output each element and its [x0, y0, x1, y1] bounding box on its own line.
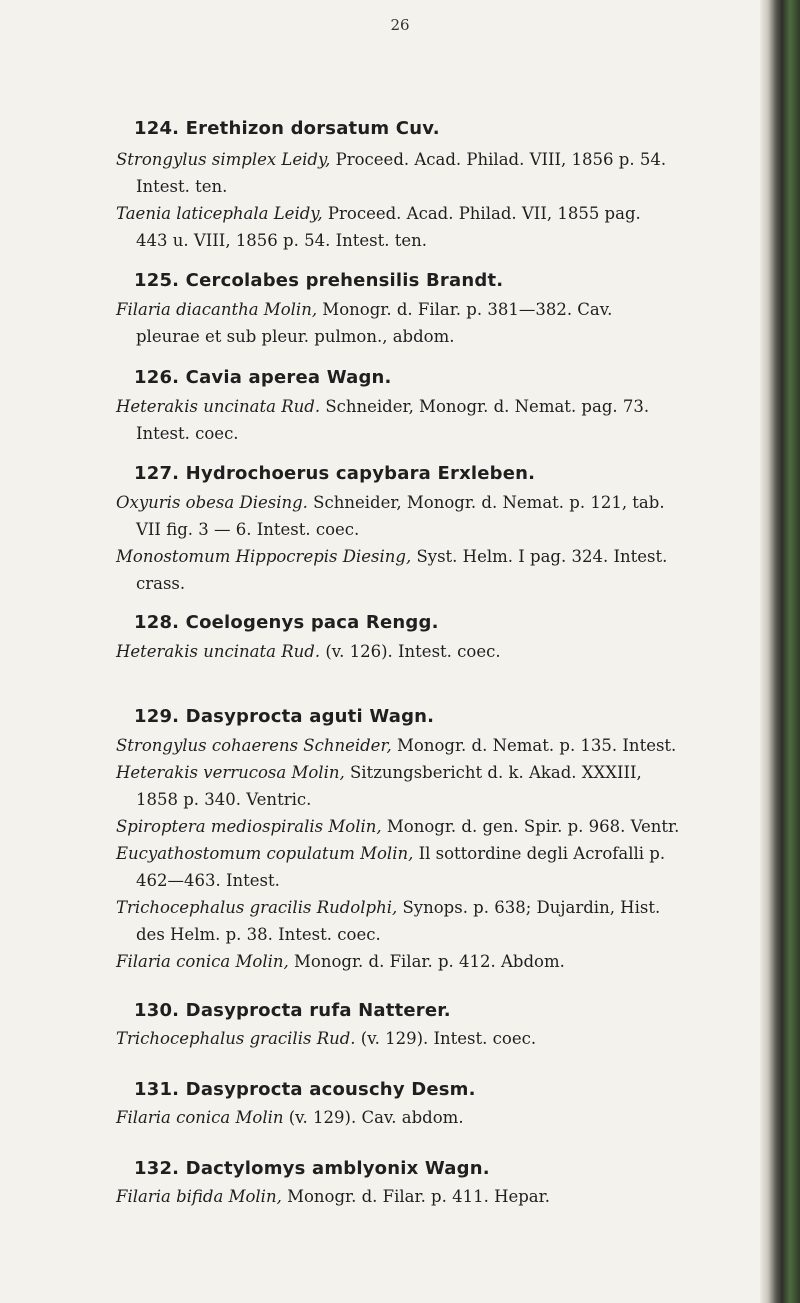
- citation-continued: Intest. ten.: [136, 177, 228, 196]
- citation: Schneider, Monogr. d. Nemat. pag. 73.: [320, 397, 650, 416]
- citation-continued: pleurae et sub pleur. pulmon., abdom.: [136, 327, 455, 346]
- section-heading-126: 126. Cavia aperea Wagn.: [134, 367, 392, 388]
- species-name: Filaria conica Molin,: [116, 952, 289, 971]
- entry: [116, 813, 762, 840]
- species-name: Strongylus simplex Leidy,: [116, 150, 331, 169]
- entry: [116, 296, 762, 350]
- species-name: Taenia laticephala Leidy,: [116, 204, 323, 223]
- section-heading-131: 131. Dasyprocta acouschy Desm.: [134, 1079, 476, 1100]
- citation: (v. 129). Cav. abdom.: [283, 1108, 464, 1127]
- citation: Schneider, Monogr. d. Nemat. p. 121, tab.: [307, 493, 665, 512]
- citation-continued: des Helm. p. 38. Intest. coec.: [136, 925, 381, 944]
- species-name: Trichocephalus gracilis Rudolphi,: [116, 898, 398, 917]
- citation-continued: 462—463. Intest.: [136, 871, 280, 890]
- entry: [116, 759, 762, 813]
- citation: Il sottordine degli Acrofalli p.: [413, 844, 666, 863]
- book-binding-edge: [760, 0, 800, 1303]
- entry: [116, 948, 762, 975]
- species-name: Filaria bifida Molin,: [116, 1187, 282, 1206]
- species-name: Spiroptera mediospiralis Molin,: [116, 817, 382, 836]
- section-heading-130: 130. Dasyprocta rufa Natterer.: [134, 1000, 451, 1021]
- citation: (v. 129). Intest. coec.: [355, 1029, 537, 1048]
- section-heading-125: 125. Cercolabes prehensilis Brandt.: [134, 270, 504, 291]
- citation-continued: VII fig. 3 — 6. Intest. coec.: [136, 520, 360, 539]
- section-heading-129: 129. Dasyprocta aguti Wagn.: [134, 706, 435, 727]
- citation-continued: Intest. coec.: [136, 424, 239, 443]
- entry: [116, 840, 762, 894]
- page-number: 26: [390, 16, 410, 34]
- entry: [116, 146, 762, 200]
- entry: [116, 894, 762, 948]
- species-name: Heterakis verrucosa Molin,: [116, 763, 345, 782]
- citation: Monogr. d. Filar. p. 381—382. Cav.: [317, 300, 613, 319]
- entry: [116, 1183, 762, 1210]
- citation-continued: 1858 p. 340. Ventric.: [136, 790, 312, 809]
- species-name: Eucyathostomum copulatum Molin,: [116, 844, 414, 863]
- entry: [116, 1025, 762, 1052]
- citation: Monogr. d. Filar. p. 412. Abdom.: [288, 952, 565, 971]
- species-name: Trichocephalus gracilis Rud.: [116, 1029, 356, 1048]
- citation-continued: 443 u. VIII, 1856 p. 54. Intest. ten.: [136, 231, 427, 250]
- citation: Sitzungsbericht d. k. Akad. XXXIII,: [344, 763, 642, 782]
- species-name: Oxyuris obesa Diesing.: [116, 493, 308, 512]
- species-name: Filaria conica Molin: [116, 1108, 284, 1127]
- citation: Synops. p. 638; Dujardin, Hist.: [397, 898, 661, 917]
- entry: [116, 489, 762, 543]
- entry: [116, 1104, 762, 1131]
- section-heading-124: 124. Erethizon dorsatum Cuv.: [134, 118, 440, 139]
- citation: Monogr. d. Filar. p. 411. Hepar.: [281, 1187, 550, 1206]
- citation: Syst. Helm. I pag. 324. Intest.: [411, 547, 668, 566]
- entry: [116, 200, 762, 254]
- entry: [116, 638, 762, 665]
- citation: (v. 126). Intest. coec.: [320, 642, 501, 661]
- citation: Monogr. d. Nemat. p. 135. Intest.: [391, 736, 677, 755]
- citation: Proceed. Acad. Philad. VIII, 1856 p. 54.: [330, 150, 667, 169]
- section-heading-132: 132. Dactylomys amblyonix Wagn.: [134, 1158, 490, 1179]
- entry: [116, 732, 762, 759]
- citation-continued: crass.: [136, 574, 186, 593]
- species-name: Filaria diacantha Molin,: [116, 300, 318, 319]
- citation: Monogr. d. gen. Spir. p. 968. Ventr.: [381, 817, 680, 836]
- section-heading-127: 127. Hydrochoerus capybara Erxleben.: [134, 463, 536, 484]
- entry: [116, 393, 762, 447]
- entry: [116, 543, 762, 597]
- species-name: Strongylus cohaerens Schneider,: [116, 736, 392, 755]
- section-heading-128: 128. Coelogenys paca Rengg.: [134, 612, 439, 633]
- species-name: Monostomum Hippocrepis Diesing,: [116, 547, 412, 566]
- species-name: Heterakis uncinata Rud.: [116, 642, 321, 661]
- citation: Proceed. Acad. Philad. VII, 1855 pag.: [322, 204, 641, 223]
- species-name: Heterakis uncinata Rud.: [116, 397, 321, 416]
